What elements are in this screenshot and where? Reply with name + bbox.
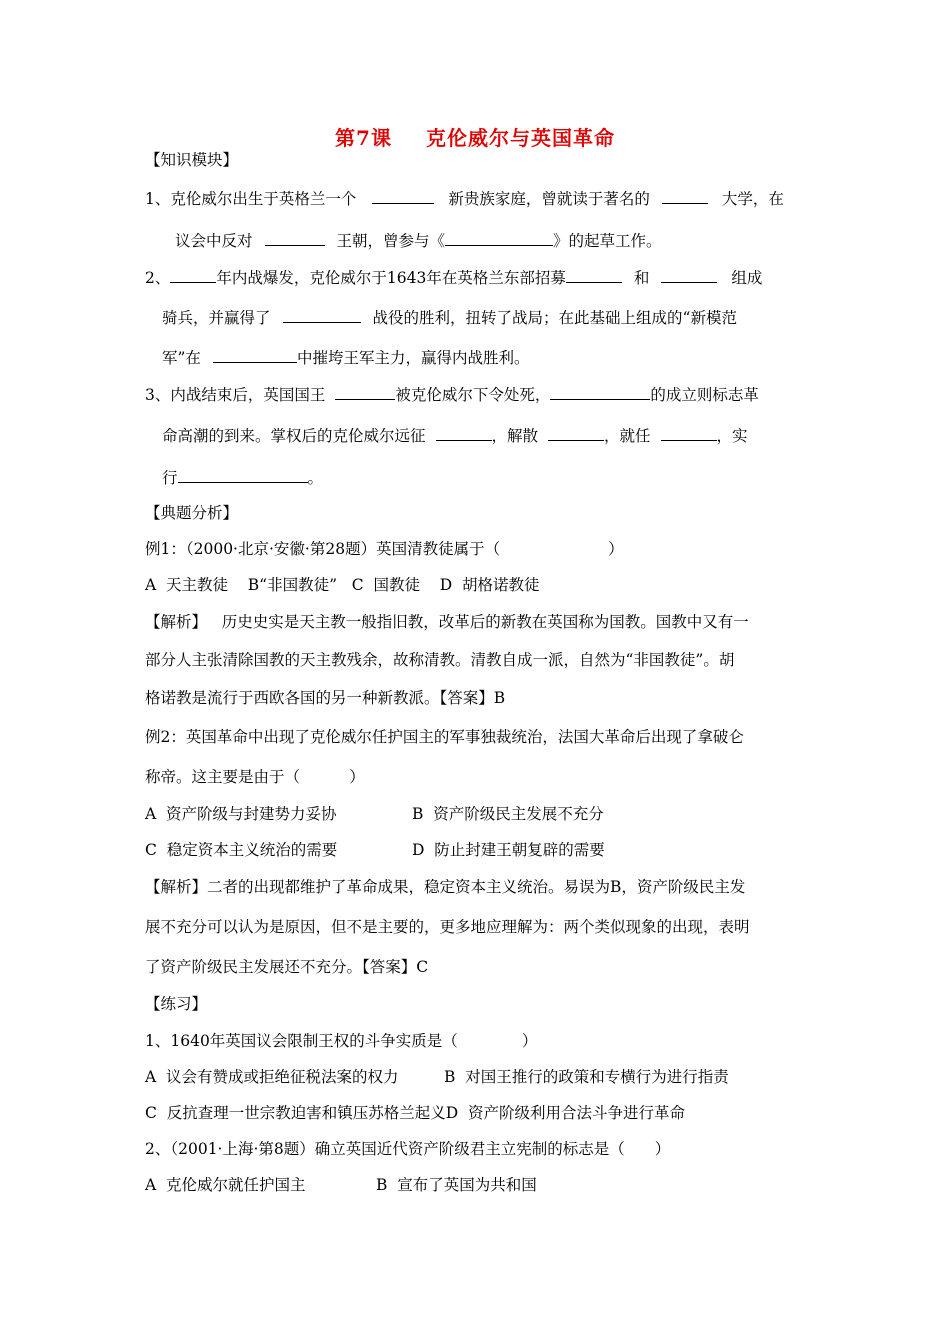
blank [283, 307, 361, 323]
blank [661, 425, 717, 441]
blank [372, 188, 434, 204]
section-examples: 【典题分析】 [145, 504, 239, 522]
lesson-title: 克伦威尔与英国革命 [425, 126, 615, 150]
example1-analysis-line2: 部分人主张清除国教的天主教残余，故称清教。清教自成一派，自然为“非国教徒”。胡 [145, 651, 735, 669]
practice2-option-a: A 克伦威尔就任护国主 [145, 1176, 306, 1194]
blank [436, 425, 492, 441]
example2-analysis-line1: 【解析】二者的出现都维护了革命成果，稳定资本主义统治。易误为B，资产阶级民主发 [145, 878, 746, 896]
practice2-question: 2、（2001·上海·第8题）确立英国近代资产阶级君主立宪制的标志是（ ） [145, 1140, 671, 1158]
example2-analysis-line3: 了资产阶级民主发展还不充分。【答案】C [145, 958, 429, 976]
section-knowledge: 【知识模块】 [145, 151, 239, 169]
knowledge-q2-line2: 骑兵，并赢得了 战役的胜利，扭转了战局；在此基础上组成的“新模范 [162, 309, 737, 327]
practice1-option-b: B 对国王推行的政策和专横行为进行指责 [444, 1068, 729, 1086]
blank [178, 467, 308, 483]
blank [661, 267, 717, 283]
knowledge-q2-line3: 军”在 中摧垮王军主力，赢得内战胜利。 [162, 349, 530, 367]
blank [445, 230, 553, 246]
blank [170, 267, 216, 283]
lesson-number: 第7课 [335, 126, 392, 150]
knowledge-q1-line1: 1、克伦威尔出生于英格兰一个 新贵族家庭，曾就读于著名的 大学，在 [145, 190, 784, 208]
blank [213, 347, 297, 363]
example2-option-c: C 稳定资本主义统治的需要 [145, 841, 338, 859]
practice1-question: 1、1640年英国议会限制王权的斗争实质是（ ） [145, 1032, 538, 1050]
blank [265, 230, 325, 246]
example2-question-line1: 例2：英国革命中出现了克伦威尔任护国主的军事独裁统治，法国大革命后出现了拿破仑 [145, 728, 744, 746]
knowledge-q3-line3: 行 。 [162, 469, 324, 487]
blank [548, 425, 604, 441]
example1-analysis-line1: 【解析】 历史史实是天主教一般指旧教，改革后的新教在英国称为国教。国教中又有一 [145, 613, 749, 631]
knowledge-q3-line1: 3、内战结束后，英国国王 被克伦威尔下令处死， 的成立则标志革 [145, 386, 759, 404]
blank [335, 384, 395, 400]
practice1-option-a: A 议会有赞成或拒绝征税法案的权力 [145, 1068, 399, 1086]
example2-option-b: B 资产阶级民主发展不充分 [412, 805, 604, 823]
knowledge-q3-line2: 命高潮的到来。掌权后的克伦威尔远征 ，解散 ，就任 ，实 [162, 427, 748, 445]
example2-option-d: D 防止封建王朝复辟的需要 [412, 841, 605, 859]
example2-analysis-line2: 展不充分可以认为是原因，但不是主要的，更多地应理解为：两个类似现象的出现，表明 [145, 918, 750, 936]
example1-question: 例1：（2000·北京·安徽·第28题）英国清教徒属于（ ） [145, 540, 624, 558]
blank [662, 188, 708, 204]
section-practice: 【练习】 [145, 995, 208, 1013]
practice2-option-b: B 宣布了英国为共和国 [376, 1176, 537, 1194]
knowledge-q1-line2: 议会中反对 王朝，曾参与《 》的起草工作。 [175, 232, 662, 250]
example2-option-a: A 资产阶级与封建势力妥协 [145, 805, 337, 823]
example2-question-line2: 称帝。这主要是由于（ ） [145, 768, 365, 786]
practice1-option-cd: C 反抗查理一世宗教迫害和镇压苏格兰起义D 资产阶级利用合法斗争进行革命 [145, 1104, 685, 1122]
page-title [0, 122, 950, 151]
example1-options: A 天主教徒 B“非国教徒” C 国教徒 D 胡格诺教徒 [145, 576, 540, 594]
blank [550, 384, 650, 400]
example1-analysis-line3: 格诺教是流行于西欧各国的另一种新教派。【答案】B [145, 689, 506, 707]
knowledge-q2-line1: 2、 年内战爆发，克伦威尔于1643年在英格兰东部招募 和 组成 [145, 269, 763, 287]
blank [566, 267, 622, 283]
